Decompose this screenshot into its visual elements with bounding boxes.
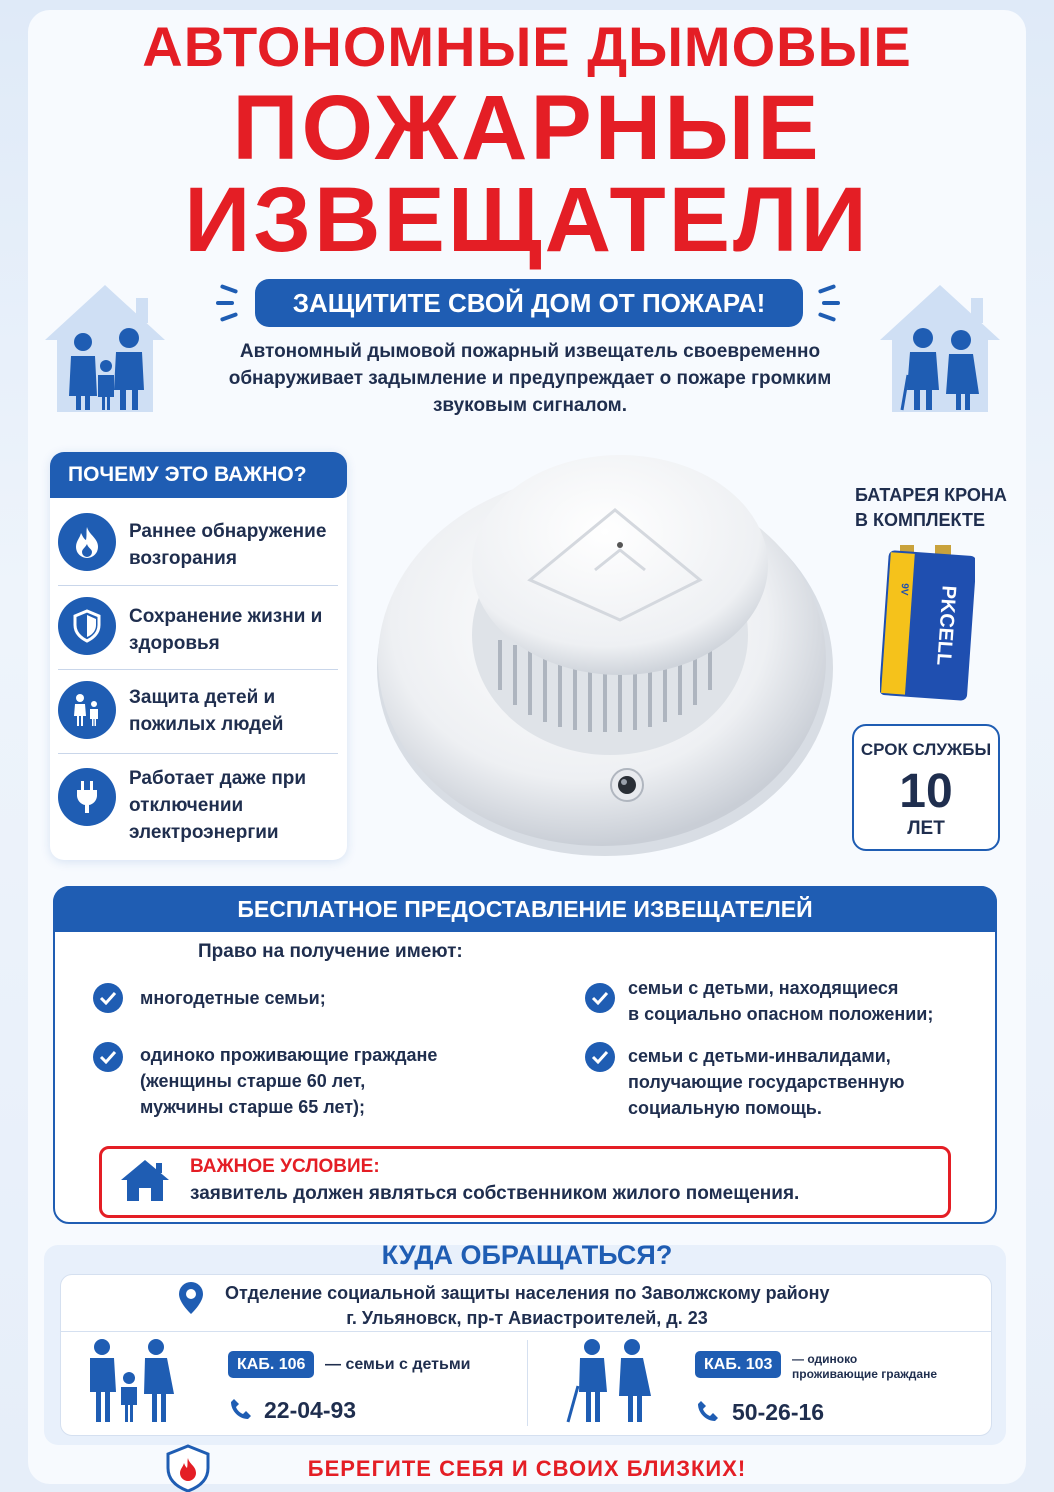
eligibility-line: семьи с детьми, находящиеся bbox=[628, 978, 899, 998]
slogan-pill: ЗАЩИТИТЕ СВОЙ ДОМ ОТ ПОЖАРА! bbox=[255, 279, 803, 327]
room-description bbox=[792, 1352, 937, 1382]
check-icon bbox=[585, 983, 615, 1013]
why-item-label: Работает даже при отключении электроэнергии bbox=[129, 768, 307, 843]
divider bbox=[60, 1331, 992, 1332]
room-description-line: проживающие граждане bbox=[792, 1367, 938, 1381]
phone-number: 22-04-93 bbox=[264, 1397, 357, 1423]
phone-icon bbox=[230, 1398, 252, 1420]
divider bbox=[527, 1340, 528, 1426]
eligibility-item bbox=[140, 985, 326, 1011]
why-important-heading: ПОЧЕМУ ЭТО ВАЖНО? bbox=[50, 452, 347, 498]
eligibility-line: семьи с детьми-инвалидами, bbox=[628, 1046, 891, 1066]
battery-image bbox=[880, 543, 975, 703]
house-family-icon bbox=[40, 280, 170, 415]
contacts-heading: КУДА ОБРАЩАТЬСЯ? bbox=[381, 1240, 673, 1270]
why-item-label: Защита детей и пожилых людей bbox=[129, 687, 284, 735]
shield-icon bbox=[58, 597, 116, 655]
check-icon bbox=[93, 983, 123, 1013]
divider bbox=[58, 585, 338, 586]
eligibility-intro: Право на получение имеют: bbox=[198, 941, 463, 962]
room-description-line: — одиноко bbox=[792, 1352, 858, 1366]
service-life-unit: ЛЕТ bbox=[907, 818, 945, 839]
divider bbox=[58, 669, 338, 670]
dash-decoration bbox=[822, 301, 840, 305]
eligibility-line: многодетные семьи; bbox=[140, 988, 326, 1008]
check-icon bbox=[93, 1042, 123, 1072]
elderly-figures-icon bbox=[560, 1338, 660, 1424]
title-line-2: ПОЖАРНЫЕ bbox=[232, 77, 822, 179]
service-life-value: 10 bbox=[899, 765, 953, 818]
smoke-detector-image bbox=[370, 440, 840, 860]
eligibility-line: получающие государственную bbox=[628, 1072, 905, 1092]
title-line-1: АВТОНОМНЫЕ ДЫМОВЫЕ bbox=[142, 15, 912, 78]
why-item-label: Раннее обнаружение возгорания bbox=[129, 521, 327, 569]
important-condition-text: заявитель должен являться собственником жилого помещения. bbox=[190, 1183, 800, 1204]
eligibility-line: социальную помощь. bbox=[628, 1098, 822, 1118]
divider bbox=[58, 753, 338, 754]
eligibility-line: мужчины старше 65 лет); bbox=[140, 1097, 366, 1117]
dash-decoration bbox=[216, 301, 234, 305]
eligibility-item bbox=[628, 975, 933, 1027]
family-icon bbox=[58, 681, 116, 739]
eligibility-line: одиноко проживающие граждане bbox=[140, 1045, 438, 1065]
home-icon bbox=[118, 1157, 172, 1203]
title-line-3: ИЗВЕЩАТЕЛИ bbox=[184, 169, 870, 271]
battery-label-line2: В КОМПЛЕКТЕ bbox=[855, 510, 985, 530]
eligibility-item bbox=[628, 1043, 905, 1121]
plug-icon bbox=[58, 768, 116, 826]
battery-brand-text: PKCELL bbox=[932, 584, 960, 667]
check-icon bbox=[585, 1042, 615, 1072]
battery-label bbox=[855, 483, 1025, 533]
room-badge: КАБ. 106 bbox=[228, 1351, 314, 1378]
free-provision-heading: БЕСПЛАТНОЕ ПРЕДОСТАВЛЕНИЕ ИЗВЕЩАТЕЛЕЙ bbox=[53, 886, 997, 932]
address-line-2: г. Ульяновск, пр-т Авиастроителей, д. 23 bbox=[346, 1308, 708, 1328]
battery-label-line1: БАТАРЕЯ КРОНА bbox=[855, 485, 1007, 505]
eligibility-line: в социально опасном положении; bbox=[628, 1004, 934, 1024]
why-item-label: Сохранение жизни и здоровья bbox=[129, 606, 323, 654]
eligibility-line: (женщины старше 60 лет, bbox=[140, 1071, 366, 1091]
battery-voltage-text: 9V bbox=[898, 582, 910, 596]
address-line-1: Отделение социальной защиты населения по Заволжскому району bbox=[225, 1283, 830, 1303]
room-badge: КАБ. 103 bbox=[695, 1351, 781, 1378]
phone-number: 50-26-16 bbox=[732, 1399, 825, 1425]
room-description: — семьи с детьми bbox=[325, 1356, 471, 1373]
service-life-card bbox=[852, 724, 1000, 851]
flame-icon bbox=[58, 513, 116, 571]
footer-slogan: БЕРЕГИТЕ СЕБЯ И СВОИХ БЛИЗКИХ! bbox=[307, 1456, 747, 1481]
eligibility-item bbox=[140, 1042, 437, 1120]
house-elderly-icon bbox=[875, 280, 1005, 415]
family-figures-icon bbox=[82, 1338, 178, 1424]
intro-text: Автономный дымовой пожарный извещатель своевременно обнаруживает задымление и предупреждает о пожаре громким звуковым сигналом. bbox=[228, 341, 832, 416]
service-life-label: СРОК СЛУЖБЫ bbox=[860, 740, 992, 759]
important-condition-label: ВАЖНОЕ УСЛОВИЕ: bbox=[190, 1156, 380, 1177]
phone-icon bbox=[697, 1400, 719, 1422]
